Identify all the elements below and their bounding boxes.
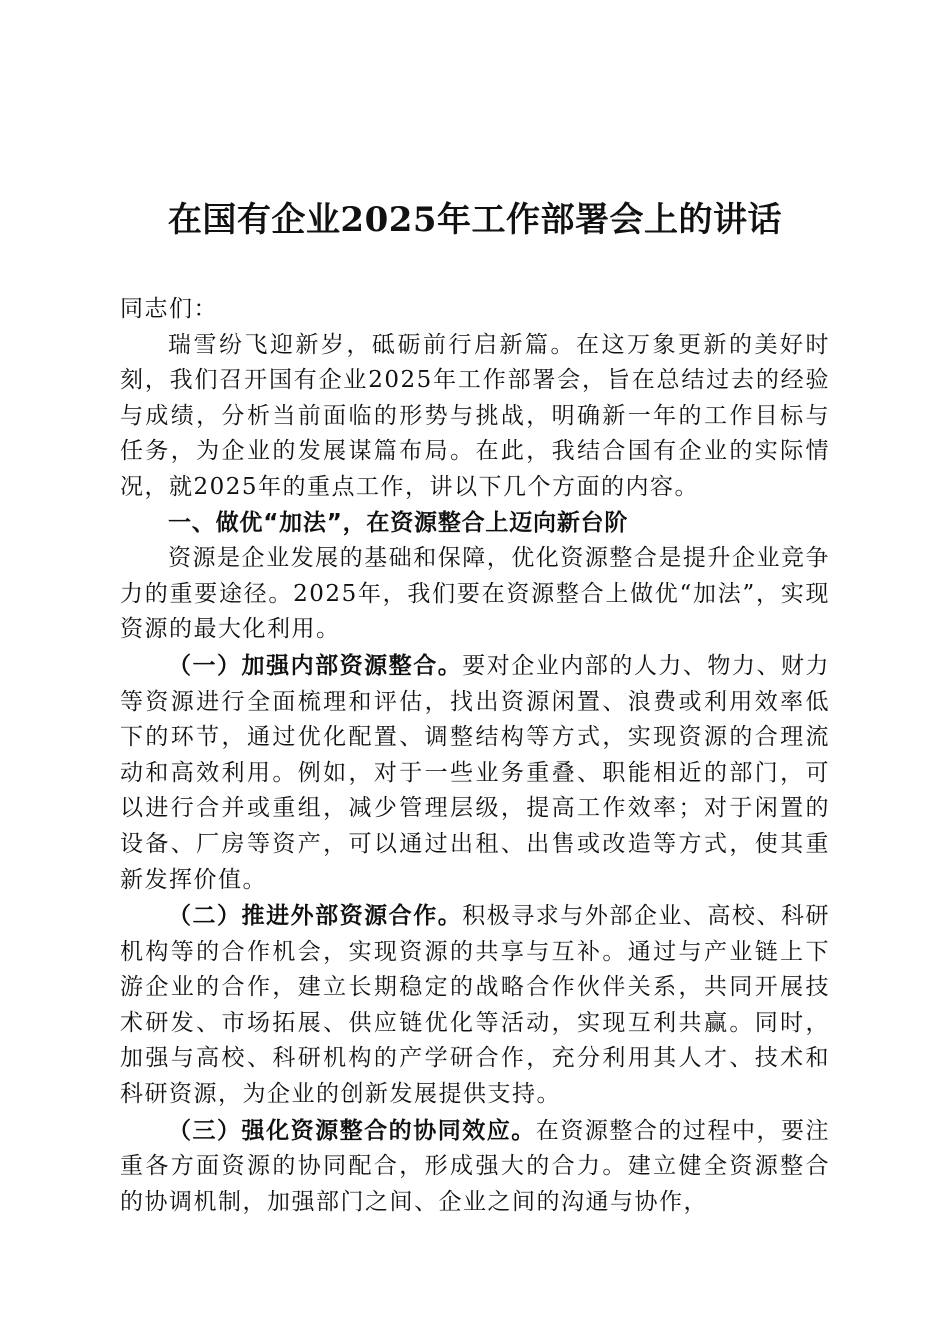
intro-paragraph: 瑞雪纷飞迎新岁，砥砺前行启新篇。在这万象更新的美好时刻，我们召开国有企业2025年工作部署会，旨在总结过去的经验与成绩，分析当前面临的形势与挑战，明确新一年的工作目标与任务，为企业的发展谋篇布局。在此，我结合国有企业的实际情况，就2025年的重点工作，讲以下几个方面的内容。 xyxy=(120,331,830,500)
subsection-lead: （三）强化资源整合的协同效应。 xyxy=(168,1116,536,1144)
subsection-text: 要对企业内部的人力、物力、财力等资源进行全面梳理和评估，找出资源闲置、浪费或利用效率低下的环节，通过优化配置、调整结构等方式，实现资源的合理流动和高效利用。例如，对于一些业务重叠、职能相近的部门，可以进行合并或重组，减少管理层级，提高工作效率；对于闲置的设备、厂房等资产，可以通过出租、出售或改造等方式，使其重新发挥价值。 xyxy=(120,652,831,893)
salutation: 同志们： xyxy=(120,296,218,322)
subsection-paragraph xyxy=(120,898,830,1113)
document-body xyxy=(120,292,830,1220)
subsection-lead: （二）推进外部资源合作。 xyxy=(168,902,463,930)
subsection-lead: （一）加强内部资源整合。 xyxy=(168,651,463,679)
subsection-paragraph xyxy=(120,1113,830,1221)
document-title: 在国有企业2025年工作部署会上的讲话 xyxy=(167,200,783,240)
subsection-paragraph xyxy=(120,648,830,898)
section-intro-paragraph: 资源是企业发展的基础和保障，优化资源整合是提升企业竞争力的重要途径。2025年，我们要在资源整合上做优“加法”，实现资源的最大化利用。 xyxy=(120,545,830,643)
section-heading: 一、做优“加法”，在资源整合上迈向新台阶 xyxy=(168,509,629,536)
subsection-text: 积极寻求与外部企业、高校、科研机构等的合作机会，实现资源的共享与互补。通过与产业链上下游企业的合作，建立长期稳定的战略合作伙伴关系，共同开展技术研发、市场拓展、供应链优化等活动，实现互利共赢。同时，加强与高校、科研机构的产学研合作，充分利用其人才、技术和科研资源，为企业的创新发展提供支持。 xyxy=(120,903,831,1108)
subsection-text: 在资源整合的过程中，要注重各方面资源的协同配合，形成强大的合力。建立健全资源整合的协调机制，加强部门之间、企业之间的沟通与协作， xyxy=(120,1117,831,1215)
